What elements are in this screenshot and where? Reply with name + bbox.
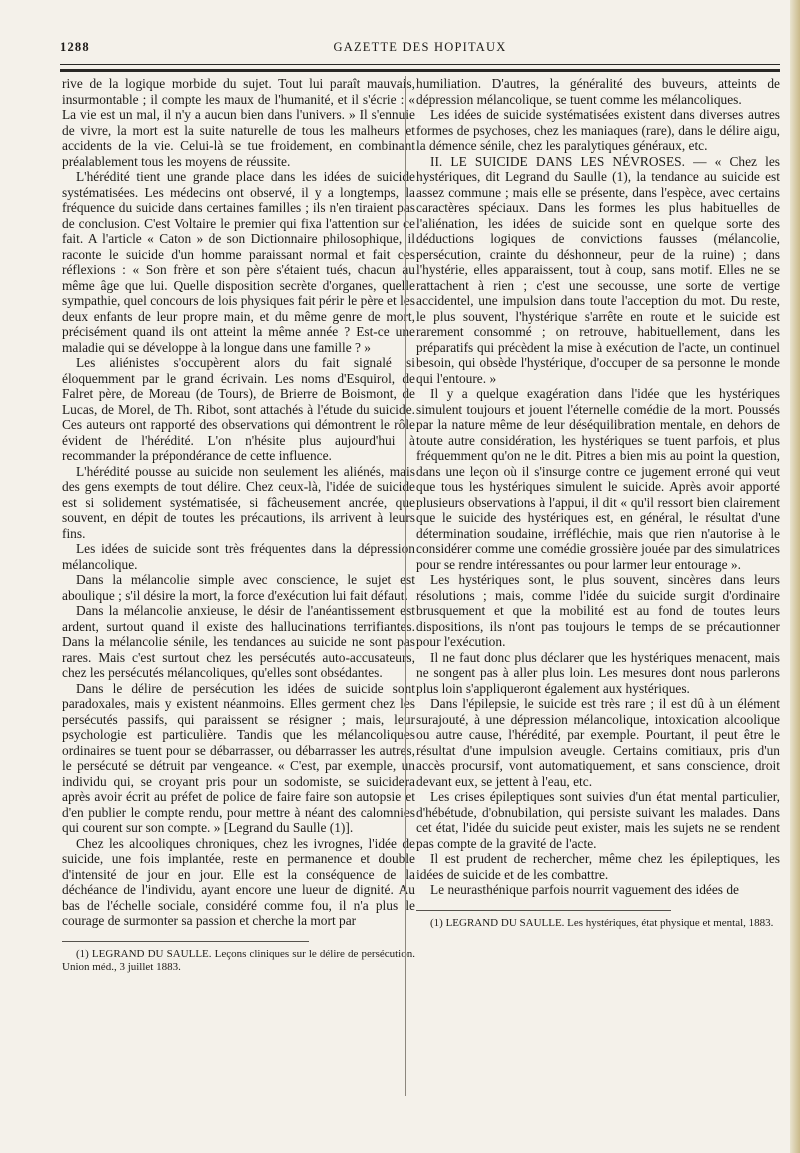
journal-title: GAZETTE DES HOPITAUX — [333, 40, 507, 54]
paragraph: L'hérédité pousse au suicide non seulement les aliénés, mais des gens exempts de tout délire. Chez ceux-là, l'idée de suicide est si solidement systématisée, si fâcheusement ancrée, que souvent, en dépit de toutes les précautions, ils arrivent à leurs fins. — [62, 463, 415, 541]
paragraph: Les idées de suicide sont très fréquentes dans la dépression mélancolique. — [62, 541, 415, 572]
paragraph: Chez les alcooliques chroniques, chez les ivrognes, l'idée de suicide, une fois implantée, reste en permanence et double d'intensité de jour en jour. Elle est la conséquence de la déchéance de l'individu, ayant encore une lueur de dignité. Au bas de l'échelle sociale, considéré comme fou, il n'a plus le courage de surmonter sa passion et cherche la mort par — [62, 835, 415, 928]
paragraph: Il y a quelque exagération dans l'idée que les hystériques simulent toujours et jouent l'éternelle comédie de la mort. Poussés par la nature même de leur déséquilibration mentale, en dehors de toute autre considération, les hystériques se tuent parfois, et plus fréquemment qu'on ne le dit. Pitres a bien mis au point la question, dans une leçon où il s'insurge contre ce jugement erroné qui veut que tous les hystériques simulent le suicide. Après avoir apporté plusieurs observations à l'appui, il dit « qu'il ressort bien clairement que le suicide des hystériques est, en général, le résultat d'une détermination soudaine, irréfléchie, mais que rien n'autorise à le considérer comme une comédie grossière jouée par des simulatrices pour se rendre intéressantes ou pour larmer leur entourage ». — [416, 386, 780, 572]
page-number: 1288 — [60, 40, 90, 54]
footnote-rule — [416, 910, 671, 911]
header-rule-thin — [60, 64, 780, 65]
paragraph: Dans la mélancolie simple avec conscience, le sujet est aboulique ; s'il désire la mort, la force d'exécution lui fait défaut. — [62, 572, 415, 603]
page-header — [60, 40, 780, 62]
paragraph: Dans le délire de persécution les idées de suicide sont paradoxales, mais y existent néanmoins. Elles germent chez les persécutés passifs, qui paraissent se résigner ; mais, leur psychologie est particulière. Tandis que les mélancoliques ordinaires se tuent pour se débarrasser, ou débarrasser les autres, le persécuté se détruit par vengeance. « C'est, par exemple, un individu qui, se croyant pris pour un sodomiste, se suicidera après avoir écrit au préfet de police de faire faire son autopsie et d'en publier le compte rendu, pour mettre à néant des calomnies qui courent sur son compte. » [Legrand du Saulle (1)]. — [62, 680, 415, 835]
footnote: (1) LEGRAND DU SAULLE. Les hystériques, état physique et mental, 1883. — [430, 916, 774, 929]
paragraph: Les idées de suicide systématisées existent dans diverses autres formes de psychoses, chez les maniaques (rare), dans le délire aigu, la démence sénile, chez les paralytiques généraux, etc. — [416, 107, 780, 153]
right-column — [416, 76, 780, 930]
page-edge — [790, 0, 800, 1153]
paragraph: Il ne faut donc plus déclarer que les hystériques menacent, mais ne songent pas à aller plus loin. Les mesures dont nous parlerons plus loin s'appliqueront également aux hystériques. — [416, 649, 780, 696]
left-column — [62, 76, 415, 974]
column-divider — [405, 76, 406, 1096]
paragraph: humiliation. D'autres, la généralité des buveurs, atteints de dépression mélancolique, se tuent comme les mélancoliques. — [416, 76, 780, 107]
header-rule-thick — [60, 69, 780, 72]
paragraph: Dans la mélancolie anxieuse, le désir de l'anéantissement est ardent, surtout quand il existe des hallucinations terrifiantes. Dans la mélancolie sénile, les tendances au suicide ne sont pas rares. Mais c'est surtout chez les persécutés auto-accusateurs, chez les persécutés mélancoliques, qu'elles sont obsédantes. — [62, 603, 415, 680]
paragraph: Les hystériques sont, le plus souvent, sincères dans leurs résolutions ; mais, comme l'idée du suicide surgit d'ordinaire brusquement et que la mobilité est au fond de toutes leurs dispositions, ils n'ont pas toujours le temps de se précautionner pour l'exécution. — [416, 572, 780, 649]
paragraph: rive de la logique morbide du sujet. Tout lui paraît mauvais, insurmontable ; il compte les maux de l'humanité, et il s'écrie : « La vie est un mal, il n'y a aucun bien dans l'univers. » Il s'ennuie de vivre, la mort est la suite naturelle de tous les malheurs et accidents de la vie. Celui-là se tue froidement, en combinant préalablement tous les moyens de réussite. — [62, 76, 415, 169]
paragraph: Il est prudent de rechercher, même chez les épileptiques, les idées de suicide et de les combattre. — [416, 851, 780, 882]
paragraph: Dans l'épilepsie, le suicide est très rare ; il est dû à un élément surajouté, à une dépression mélancolique, intoxication alcoolique ou autre cause, l'hérédité, par exemple. Pourtant, il peut être le résultat d'une impulsion aveugle. Certains comitiaux, pris d'un accès procursif, vont automatiquement, et sans conscience, droit devant eux, se jettent à l'eau, etc. — [416, 696, 780, 789]
footnote: (1) LEGRAND DU SAULLE. Leçons cliniques sur le délire de persécution. Union méd., 3 juillet 1883. — [62, 947, 415, 973]
paragraph: L'hérédité tient une grande place dans les idées de suicide systématisées. Les médecins ont observé, il y a longtemps, la fréquence du suicide dans certaines familles ; ils n'en tiraient pas de conclusion. C'est Voltaire le premier qui fixa l'attention sur ce fait. A l'article « Caton » de son Dictionnaire philosophique, il raconte le suicide d'un homme paraissant normal et fait ces réflexions : « Son frère et son père s'étaient tués, chacun au même âge que lui. Quelle disposition secrète d'organes, quelle sympathie, quel concours de lois physiques fait périr le père et les deux enfants de leur propre main, et du même genre de mort, précisément quand ils ont atteint la même année ? Est-ce une maladie qui se développe à la longue dans une famille ? » — [62, 169, 415, 355]
footnote-rule — [62, 941, 309, 942]
paragraph: Le neurasthénique parfois nourrit vaguement des idées de — [430, 882, 739, 897]
paragraph: Les crises épileptiques sont suivies d'un état mental particulier, d'hébétude, d'obnubilation, qui persiste suivant les malades. Dans cet état, l'idée du suicide peut exister, mais les sujets ne se rendent pas compte de la gravité de l'acte. — [416, 789, 780, 851]
section-paragraph: II. LE SUICIDE DANS LES NÉVROSES. — « Chez les hystériques, dit Legrand du Saulle (1), la tendance au suicide est assez commune ; mais elle se présente, dans l'espèce, avec certains caractères spéciaux. Dans les formes les plus habituelles de l'aliénation, les idées de suicide sont en quelque sorte des déductions logiques de convictions fausses (mélancolie, persécution, crainte du déshonneur, peur de la ruine) ; dans l'hystérie, elles apparaissent, tout à coup, sans motif. Elles ne se rattachent à rien ; c'est une secousse, une sorte de vertige accidentel, une impulsion dans toute l'acception du mot. Du reste, le plus souvent, l'hystérique s'arrête en route et le suicide est rarement consommé ; on retrouve, habituellement, dans les préparatifs qui précèdent la mise à exécution de l'acte, un continuel besoin, qui obsède l'hystérique, d'occuper de sa personne le monde qui l'entoure. » — [416, 153, 780, 386]
paragraph: Les aliénistes s'occupèrent alors du fait signalé si éloquemment par le grand écrivain. Les noms d'Esquirol, de Falret père, de Moreau (de Tours), de Brierre de Boismont, de Lucas, de Morel, de Th. Ribot, sont attachés à l'étude du suicide. Ces auteurs ont rapporté des observations qui démontrent le rôle évident de l'hérédité. L'on n'hésite plus aujourd'hui à recommander la prépondérance de cette influence. — [62, 355, 415, 463]
